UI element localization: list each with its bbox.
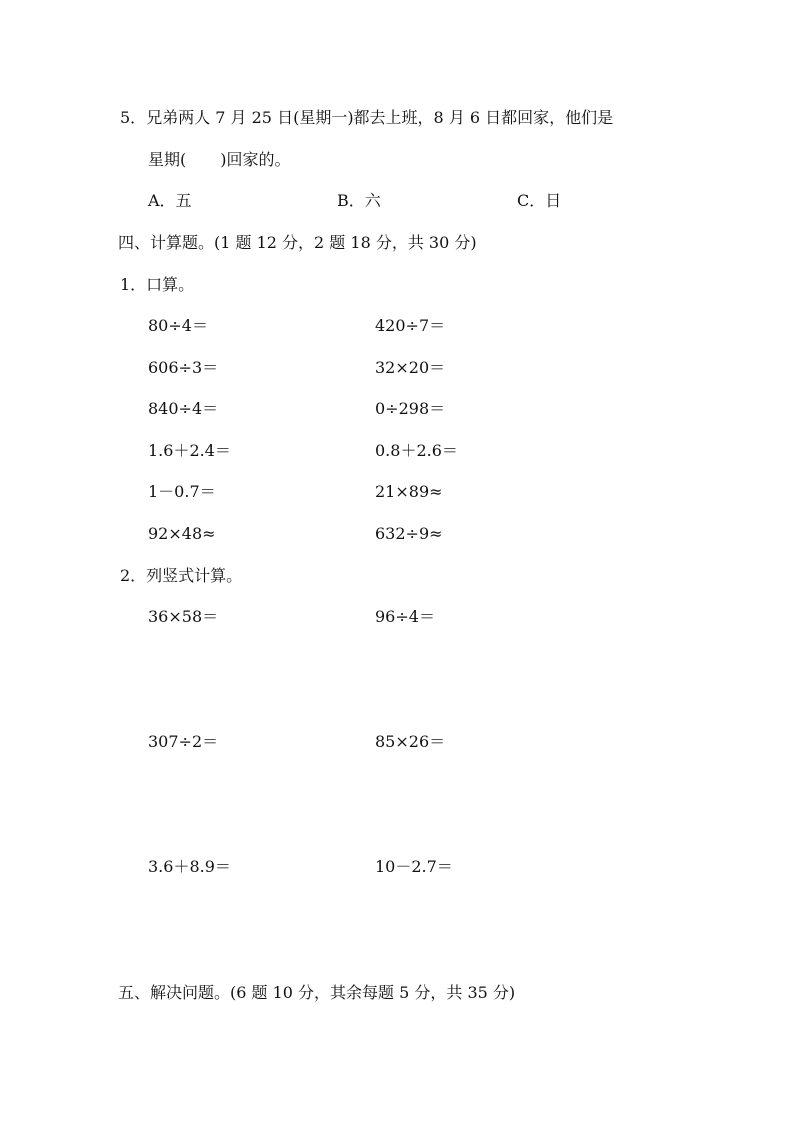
oral-calc-item: 80÷4＝	[148, 316, 208, 335]
oral-calc-item: 606÷3＝	[148, 358, 219, 377]
oral-calc-item: 0.8＋2.6＝	[375, 441, 458, 460]
oral-calc-item: 420÷7＝	[375, 316, 446, 335]
question-5-number: 5．	[120, 108, 147, 127]
vertical-calc-item: 96÷4＝	[375, 607, 435, 626]
question-5-text: 兄弟两人 7 月 25 日(星期一)都去上班，8 月 6 日都回家，他们是	[146, 108, 614, 127]
vertical-calc-item: 10－2.7＝	[375, 857, 453, 876]
option-a[interactable]: A．五	[148, 191, 192, 210]
section-4-title: 四、计算题。(1 题 12 分，2 题 18 分，共 30 分)	[118, 233, 477, 252]
oral-calc-item: 0÷298＝	[375, 399, 446, 418]
oral-calc-item: 840÷4＝	[148, 399, 219, 418]
blank-prefix: 星期(	[148, 150, 187, 169]
part-2-title: 2．列竖式计算。	[120, 566, 243, 585]
vertical-calc-item: 3.6＋8.9＝	[148, 857, 231, 876]
oral-calc-item: 1－0.7＝	[148, 482, 216, 501]
section-5-title: 五、解决问题。(6 题 10 分，其余每题 5 分，共 35 分)	[118, 983, 516, 1002]
part-1-title: 1．口算。	[120, 275, 195, 294]
option-c[interactable]: C．日	[517, 191, 562, 210]
vertical-calc-item: 307÷2＝	[148, 732, 219, 751]
oral-calc-item: 1.6＋2.4＝	[148, 441, 231, 460]
option-b[interactable]: B．六	[337, 191, 381, 210]
vertical-calc-item: 36×58＝	[148, 607, 219, 626]
blank-suffix: )回家的。	[220, 150, 291, 169]
vertical-calc-item: 85×26＝	[375, 732, 446, 751]
oral-calc-item: 92×48≈	[148, 524, 216, 543]
question-5-blank-line	[148, 150, 291, 170]
oral-calc-item: 32×20＝	[375, 358, 446, 377]
oral-calc-item: 632÷9≈	[375, 524, 443, 543]
oral-calc-item: 21×89≈	[375, 482, 443, 501]
question-5	[120, 108, 613, 128]
